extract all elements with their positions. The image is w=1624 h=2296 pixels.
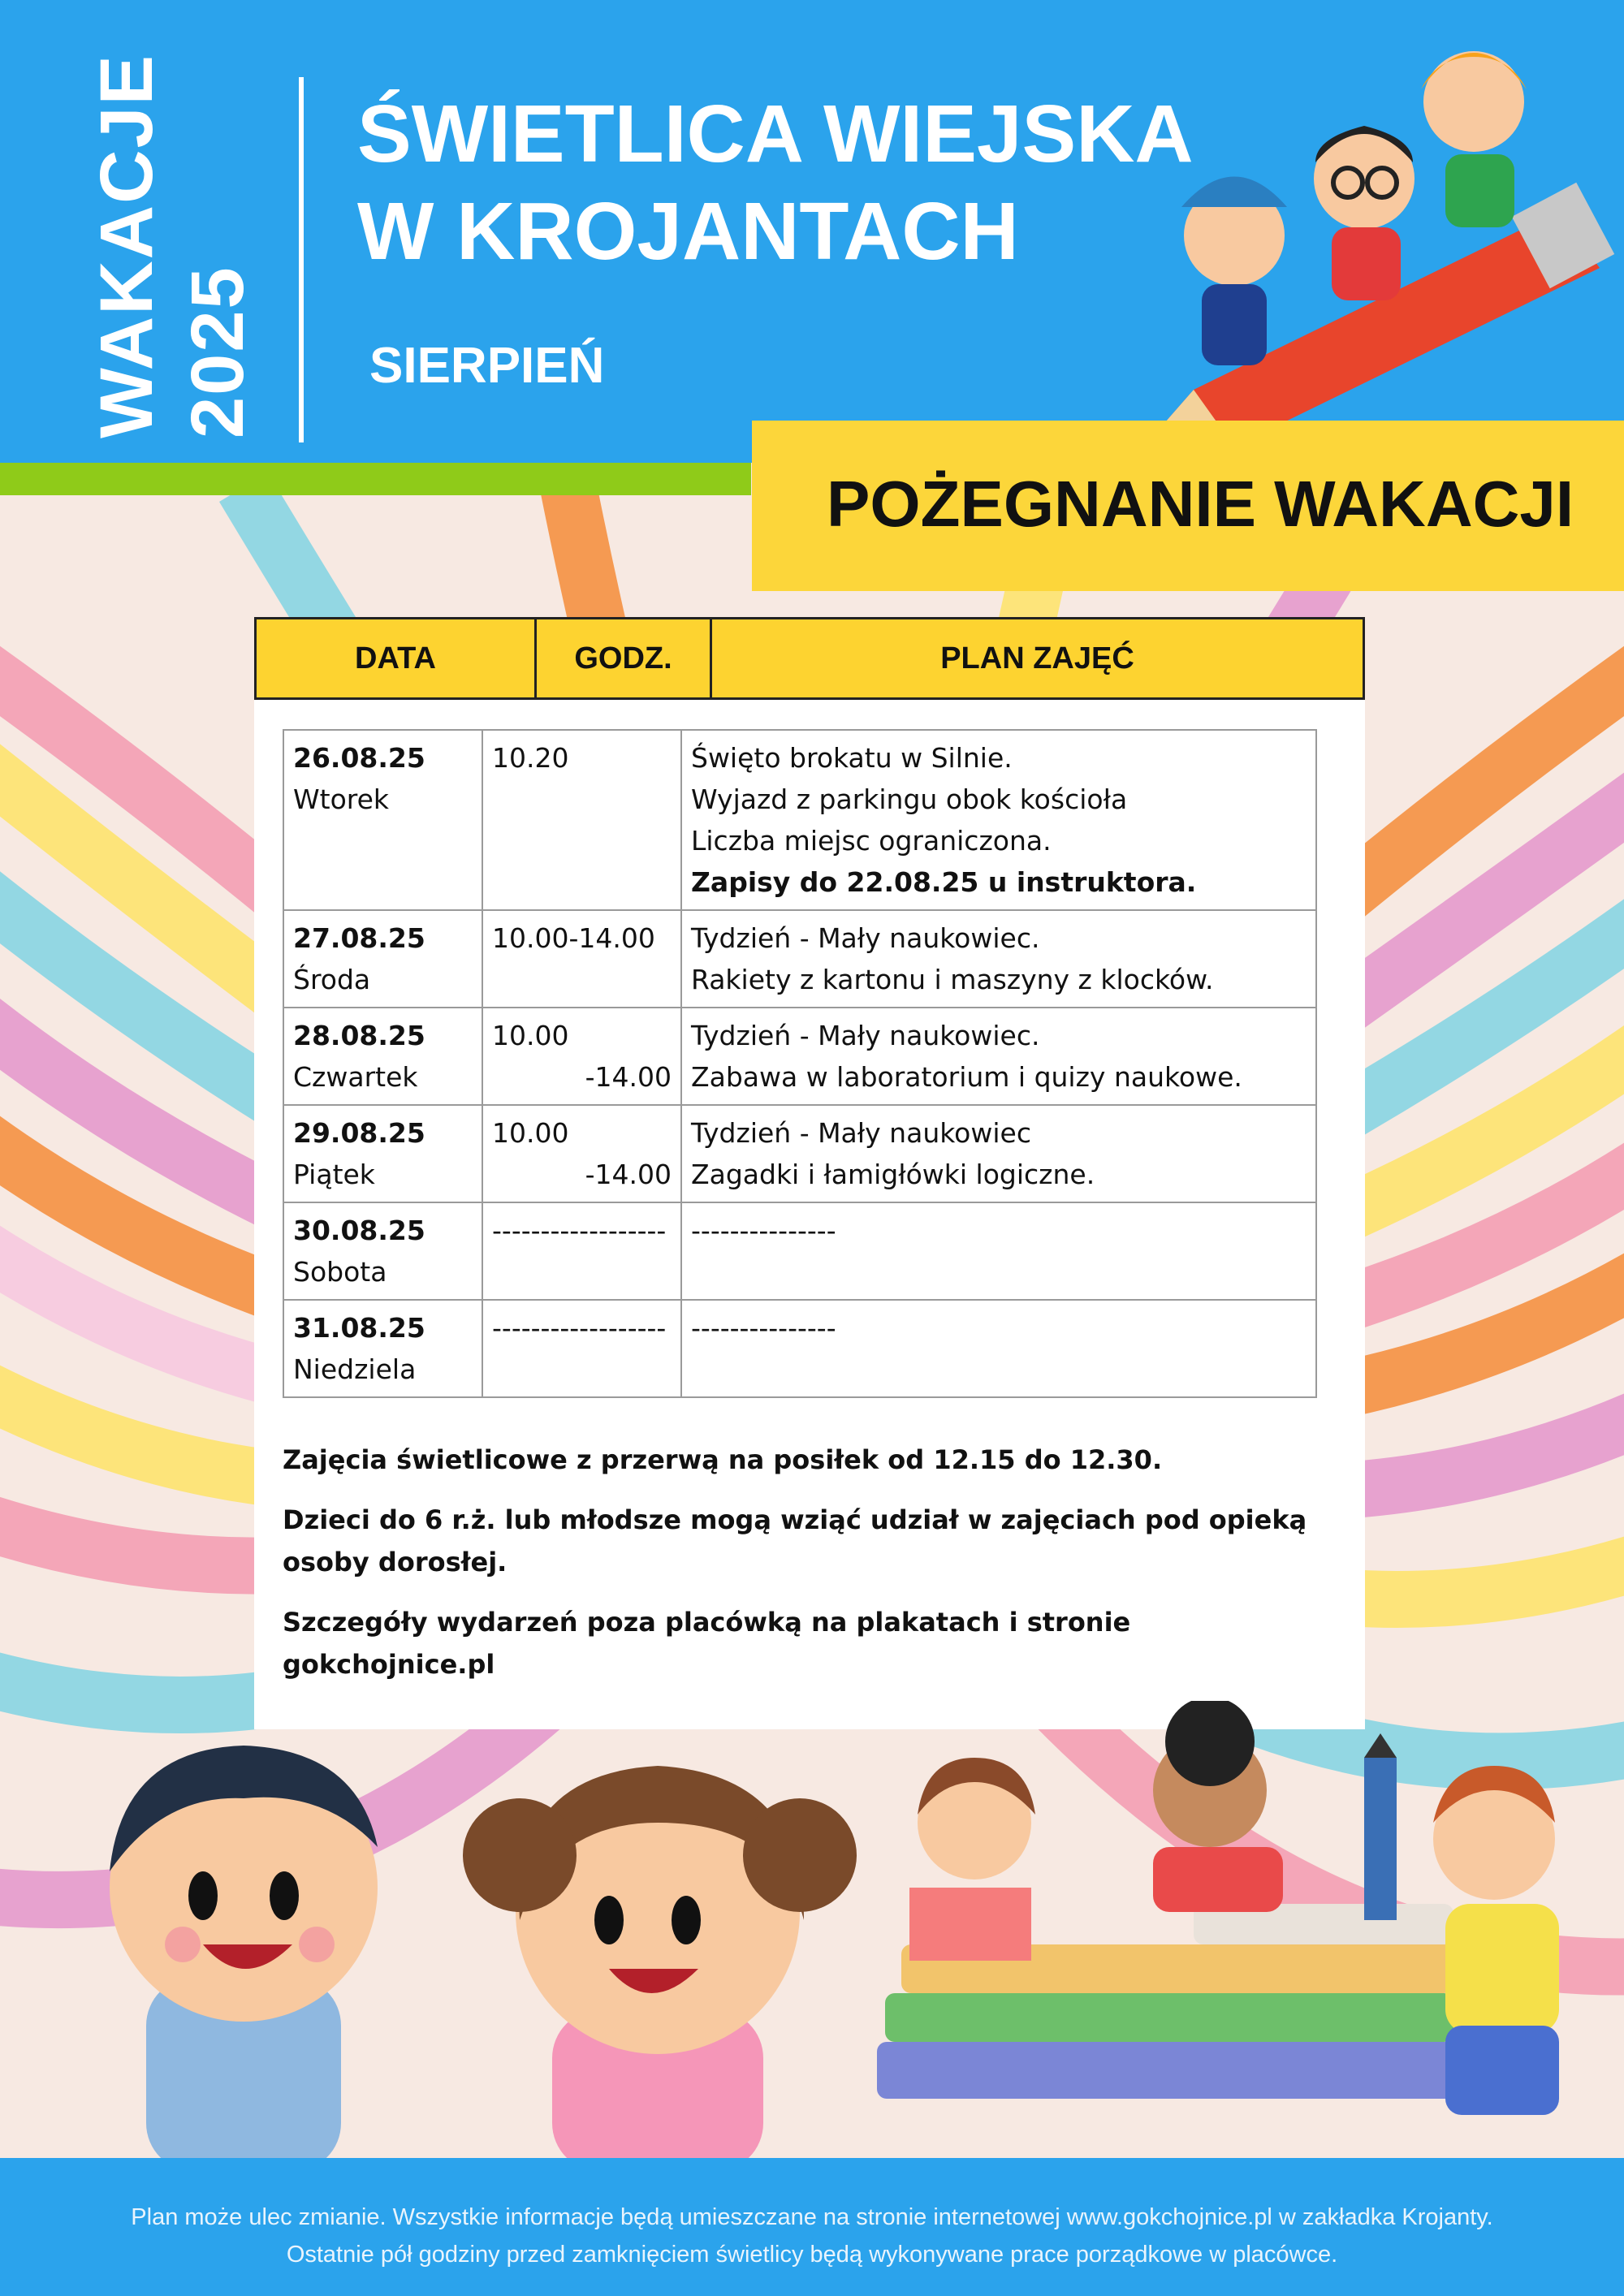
kids-with-books-illustration — [0, 1701, 1624, 2172]
time-end: -14.00 — [585, 1159, 672, 1190]
date: 30.08.25 — [293, 1215, 425, 1246]
date: 31.08.25 — [293, 1312, 425, 1344]
time: ------------------ — [492, 1215, 667, 1246]
note-details: Szczegóły wydarzeń poza placówką na plakatach i stronie gokchojnice.pl — [283, 1607, 1131, 1680]
time-cell — [482, 730, 681, 910]
table-row — [283, 1008, 1316, 1105]
weekday: Czwartek — [293, 1061, 418, 1093]
note-age: Dzieci do 6 r.ż. lub młodsze mogą wziąć udział w zajęciach pod opieką osoby dorosłej. — [283, 1504, 1307, 1577]
time-cell — [482, 1105, 681, 1202]
schedule-table-header — [254, 617, 1365, 700]
date-cell — [283, 910, 482, 1008]
plan-line-bold: Zapisy do 22.08.25 u instruktora. — [691, 866, 1197, 898]
plan-line: Wyjazd z parkingu obok kościoła — [691, 783, 1128, 815]
date: 29.08.25 — [293, 1117, 425, 1149]
footer — [0, 2158, 1624, 2296]
kids-on-pencil-illustration — [1072, 24, 1624, 463]
time: 10.00-14.00 — [492, 922, 655, 954]
plan-line: Rakiety z kartonu i maszyny z klocków. — [691, 964, 1214, 995]
plan-line: --------------- — [691, 1215, 836, 1246]
table-row — [283, 1202, 1316, 1300]
time-start: 10.00 — [492, 1020, 569, 1051]
time-cell — [482, 1008, 681, 1105]
date-cell — [283, 1105, 482, 1202]
page-title-line2: W KROJANTACH — [357, 186, 1019, 277]
header-cell-plan: PLAN ZAJĘĆ — [940, 641, 1134, 675]
plan-line: Tydzień - Mały naukowiec. — [691, 922, 1040, 954]
header-cell-time: GODZ. — [537, 619, 712, 697]
date-cell — [283, 1300, 482, 1397]
weekday: Środa — [293, 964, 371, 995]
time-cell — [482, 1202, 681, 1300]
weekday: Wtorek — [293, 783, 390, 815]
plan-cell — [681, 1008, 1316, 1105]
footer-line-1: Plan może ulec zmianie. Wszystkie informacje będą umieszczane na stronie internetowej www.gokchojnice.pl w zakładka Krojanty. — [131, 2204, 1493, 2230]
table-row — [283, 730, 1316, 910]
plan-line: Tydzień - Mały naukowiec. — [691, 1020, 1040, 1051]
date-cell — [283, 1202, 482, 1300]
vertical-title — [81, 32, 263, 438]
date: 28.08.25 — [293, 1020, 425, 1051]
date-cell — [283, 1008, 482, 1105]
schedule-card — [254, 700, 1365, 1729]
note-meal-break: Zajęcia świetlicowe z przerwą na posiłek od 12.15 do 12.30. — [283, 1444, 1163, 1475]
plan-line: Liczba miejsc ograniczona. — [691, 825, 1052, 857]
plan-cell — [681, 910, 1316, 1008]
footer-line-2: Ostatnie pół godziny przed zamknięciem świetlicy będą wykonywane prace porządkowe w placówce. — [286, 2242, 1338, 2268]
plan-cell — [681, 730, 1316, 910]
page-title-line1: ŚWIETLICA WIEJSKA — [357, 88, 1194, 179]
vertical-title-year: 2025 — [176, 265, 259, 438]
plan-line: Święto brokatu w Silnie. — [691, 742, 1013, 774]
time-cell — [482, 910, 681, 1008]
time: 10.20 — [492, 742, 569, 774]
header-cell-date: DATA — [257, 619, 537, 697]
time-end: -14.00 — [585, 1061, 672, 1093]
time-start: 10.00 — [492, 1117, 569, 1149]
weekday: Niedziela — [293, 1353, 417, 1385]
notes — [283, 1439, 1330, 1703]
date-cell — [283, 730, 482, 910]
banner-title: POŻEGNANIE WAKACJI — [827, 468, 1574, 540]
table-row — [283, 1300, 1316, 1397]
time: ------------------ — [492, 1312, 667, 1344]
plan-line: Tydzień - Mały naukowiec — [691, 1117, 1031, 1149]
page-title — [357, 85, 1194, 280]
plan-line: Zabawa w laboratorium i quizy naukowe. — [691, 1061, 1242, 1093]
schedule-table — [283, 729, 1317, 1398]
weekday: Piątek — [293, 1159, 375, 1190]
green-accent-bar — [0, 463, 751, 495]
plan-cell — [681, 1105, 1316, 1202]
plan-line: --------------- — [691, 1312, 836, 1344]
weekday: Sobota — [293, 1256, 387, 1288]
plan-cell — [681, 1202, 1316, 1300]
header-divider — [299, 77, 304, 442]
date: 27.08.25 — [293, 922, 425, 954]
vertical-title-word: WAKACJE — [85, 53, 168, 438]
table-row — [283, 1105, 1316, 1202]
date: 26.08.25 — [293, 742, 425, 774]
plan-cell — [681, 1300, 1316, 1397]
table-row — [283, 910, 1316, 1008]
month-label: SIERPIEŃ — [369, 338, 605, 394]
plan-line: Zagadki i łamigłówki logiczne. — [691, 1159, 1095, 1190]
time-cell — [482, 1300, 681, 1397]
